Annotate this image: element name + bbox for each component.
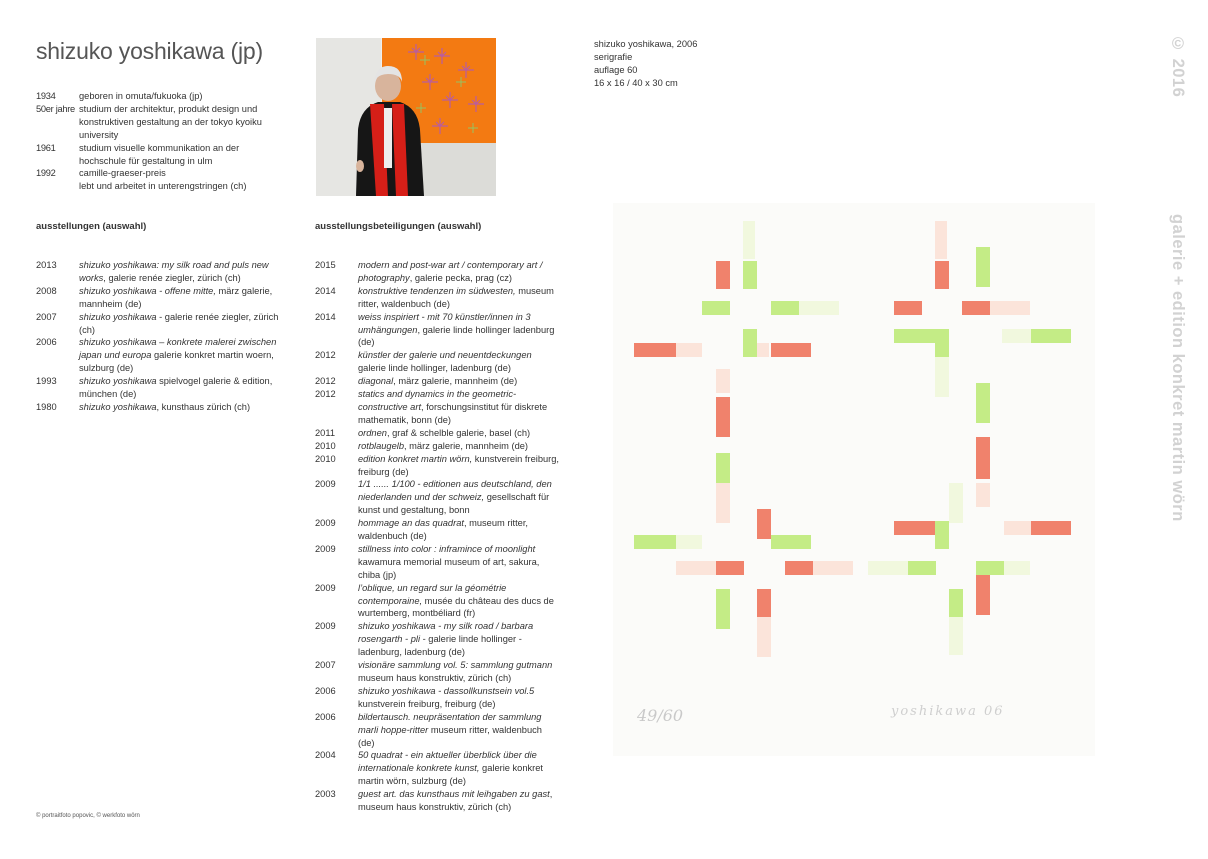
solo-exhibition-year: 2007 xyxy=(36,311,57,322)
group-exhibition-year: 2003 xyxy=(315,789,336,800)
group-exhibition-year: 2004 xyxy=(315,750,336,761)
copyright-vertical: © 2016 xyxy=(1169,35,1187,98)
artwork-bar xyxy=(702,301,730,315)
solo-exhibition-year: 1980 xyxy=(36,401,57,412)
artwork-serigraph xyxy=(613,203,1095,756)
artwork-bar xyxy=(976,437,990,479)
group-exhibition-entry xyxy=(315,478,561,517)
group-exhibition-entry xyxy=(315,440,561,453)
group-exhibition-entry xyxy=(315,685,561,711)
artwork-bar xyxy=(949,483,963,523)
solo-exhibition-text xyxy=(79,259,282,285)
solo-exhibition-year: 2006 xyxy=(36,337,57,348)
group-exhibition-venue: musée du château des ducs de wurtemberg, montbéliard (fr) xyxy=(358,595,554,619)
group-exhibition-title: künstler der galerie und neuentdeckungen xyxy=(358,350,532,361)
solo-exhibition-entry xyxy=(36,375,282,401)
group-exhibition-venue: , graf & schelble galerie, basel (ch) xyxy=(386,427,531,438)
group-exhibition-title: ordnen xyxy=(358,427,387,438)
artwork-caption-technique: serigrafie xyxy=(594,52,633,62)
group-exhibition-entry xyxy=(315,620,561,659)
artwork-bar xyxy=(1031,329,1071,343)
group-exhibition-title: bildertausch. neupräsentation der sammlung marli hoppe-ritter xyxy=(358,711,542,735)
artwork-bar xyxy=(935,521,949,549)
artwork-bar xyxy=(962,301,990,315)
artwork-image xyxy=(613,203,1095,756)
artwork-bar xyxy=(771,343,811,357)
group-exhibition-year: 2009 xyxy=(315,621,336,632)
group-exhibition-year: 2007 xyxy=(315,660,336,671)
group-exhibition-title: konstruktive tendenzen im südwesten, xyxy=(358,285,516,296)
group-exhibition-text xyxy=(358,620,561,659)
group-exhibition-entry xyxy=(315,259,561,285)
group-exhibition-text xyxy=(358,311,561,350)
solo-exhibition-venue: , galerie renée ziegler, zürich (ch) xyxy=(103,272,241,283)
group-exhibition-title: edition konkret martin wörn, xyxy=(358,453,473,464)
group-exhibition-venue: , museum ritter, waldenbuch (de) xyxy=(358,518,529,542)
solo-exhibition-year: 1993 xyxy=(36,376,57,387)
group-exhibition-text xyxy=(358,685,561,711)
solo-exhibition-venue: - galerie renée ziegler, zürich (ch) xyxy=(79,311,279,335)
group-exhibition-entry xyxy=(315,427,561,440)
solo-exhibition-title: shizuko yoshikawa xyxy=(79,311,157,322)
artwork-bar xyxy=(716,561,744,575)
bio-year: 1934 xyxy=(36,91,56,101)
group-exhibition-text xyxy=(358,478,561,517)
artwork-bar xyxy=(676,343,702,357)
group-exhibition-year: 2012 xyxy=(315,376,336,387)
artwork-bar xyxy=(894,301,922,315)
bio-entry xyxy=(36,180,286,193)
group-exhibition-year: 2010 xyxy=(315,453,336,464)
group-exhibition-year: 2006 xyxy=(315,711,336,722)
artwork-bar xyxy=(716,397,730,437)
bio-text: geboren in omuta/fukuoka (jp) xyxy=(79,91,203,101)
solo-exhibition-venue: märz galerie, mannheim (de) xyxy=(79,285,273,309)
artwork-bar xyxy=(716,453,730,485)
group-exhibition-year: 2012 xyxy=(315,389,336,400)
group-exhibition-title: shizuko yoshikawa - my silk road / barbara rosengarth - pli xyxy=(358,621,534,645)
group-exhibition-text xyxy=(358,749,561,788)
group-exhibition-entry xyxy=(315,349,561,375)
group-exhibitions-list xyxy=(315,259,561,814)
group-exhibition-title: 50 quadrat - ein aktueller überblick über die internationale konkrete kunst, xyxy=(358,750,537,774)
artwork-bar xyxy=(949,617,963,655)
group-exhibition-text xyxy=(358,388,561,427)
group-exhibition-year: 2010 xyxy=(315,440,336,451)
artwork-bar xyxy=(743,329,757,357)
group-exhibition-entry xyxy=(315,453,561,479)
group-exhibitions-heading: ausstellungsbeteiligungen (auswahl) xyxy=(315,221,482,232)
group-exhibition-venue: kunstverein freiburg, freiburg (de) xyxy=(358,453,560,477)
artwork-bar xyxy=(743,221,755,259)
bio-year xyxy=(36,180,79,193)
bio-text: camille-graeser-preis xyxy=(79,168,166,179)
group-exhibition-entry xyxy=(315,517,561,543)
biography xyxy=(36,90,286,193)
artwork-bar xyxy=(716,369,730,393)
page-title: shizuko yoshikawa (jp) xyxy=(36,38,263,64)
artwork-bar xyxy=(757,617,771,657)
group-exhibition-venue: museum haus konstruktiv, zürich (ch) xyxy=(358,673,512,683)
group-exhibition-title: hommage an das quadrat xyxy=(358,518,464,529)
solo-exhibition-entry xyxy=(36,285,282,311)
group-exhibition-text xyxy=(358,582,561,621)
artwork-bar xyxy=(676,561,716,575)
artwork-caption-size: 16 x 16 / 40 x 30 cm xyxy=(594,78,678,88)
artwork-bar xyxy=(757,343,769,357)
group-exhibition-text xyxy=(358,427,561,440)
group-exhibition-title: visionäre sammlung vol. 5: sammlung gutmann xyxy=(358,660,553,671)
group-exhibition-entry xyxy=(315,543,561,582)
group-exhibition-year: 2014 xyxy=(315,285,336,296)
group-exhibition-venue: museum ritter, waldenbuch (de) xyxy=(358,285,554,309)
solo-exhibitions-list xyxy=(36,259,282,414)
artwork-bar xyxy=(634,535,676,549)
bio-year: 50er jahre xyxy=(36,103,75,114)
artwork-bar xyxy=(1004,521,1032,535)
artwork-bar xyxy=(771,535,811,549)
solo-exhibition-text xyxy=(79,375,282,401)
solo-exhibition-title: shizuko yoshikawa – konkrete malerei zwischen japan und europa xyxy=(79,337,277,361)
group-exhibition-year: 2012 xyxy=(315,350,336,361)
group-exhibition-venue: galerie linde hollinger, ladenburg (de) xyxy=(358,363,511,374)
solo-exhibition-title: shizuko yoshikawa xyxy=(79,376,157,387)
solo-exhibition-title: shizuko yoshikawa: my silk road and puls new works xyxy=(79,260,269,283)
artwork-bar xyxy=(676,535,702,549)
photo-credit: © portraitfoto popovic, © werkfoto wörn xyxy=(36,813,140,819)
group-exhibition-text xyxy=(358,659,561,685)
artwork-bar xyxy=(894,521,936,535)
artwork-bar xyxy=(935,261,949,289)
bio-entry xyxy=(36,167,286,180)
artwork-bar xyxy=(949,589,963,617)
bio-text: lebt und arbeitet in unterengstringen (ch) xyxy=(79,181,247,192)
artwork-bar xyxy=(634,343,676,357)
solo-exhibition-title: shizuko yoshikawa xyxy=(79,401,157,412)
artwork-bar xyxy=(757,509,771,539)
group-exhibition-title: rotblaugelb xyxy=(358,440,405,451)
group-exhibition-year: 2009 xyxy=(315,582,336,593)
group-exhibition-year: 2006 xyxy=(315,685,336,696)
group-exhibition-year: 2009 xyxy=(315,479,336,490)
group-exhibition-text xyxy=(358,711,561,750)
group-exhibition-venue: , galerie pecka, prag (cz) xyxy=(409,272,513,283)
artwork-bar xyxy=(757,589,771,617)
group-exhibition-title: weiss inspiriert - mit 70 künstler/innen in 3 umhängungen xyxy=(358,311,531,335)
artwork-bar xyxy=(894,329,936,343)
bio-entry xyxy=(36,103,286,142)
group-exhibition-title: shizuko yoshikawa - dassollkunstsein vol.5 xyxy=(358,685,535,696)
group-exhibition-title: diagonal xyxy=(358,376,394,387)
group-exhibition-text xyxy=(358,543,561,582)
artwork-bar xyxy=(976,247,990,287)
artwork-bar xyxy=(716,589,730,629)
group-exhibition-venue: , forschungsinstitut für diskrete mathematik, bonn (de) xyxy=(358,401,548,425)
group-exhibition-entry xyxy=(315,711,561,750)
bio-entry xyxy=(36,142,286,168)
edition-number: 49/60 xyxy=(637,706,684,725)
solo-exhibition-entry xyxy=(36,259,282,285)
bio-year: 1961 xyxy=(36,142,56,153)
group-exhibition-entry xyxy=(315,749,561,788)
group-exhibition-entry xyxy=(315,375,561,388)
group-exhibition-entry xyxy=(315,388,561,427)
solo-exhibition-text xyxy=(79,401,282,414)
artwork-bar xyxy=(935,357,949,397)
gallery-name-vertical: galerie + edition konkret martin wörn xyxy=(1169,214,1187,522)
solo-exhibition-year: 2013 xyxy=(36,260,57,270)
bio-entry xyxy=(36,90,286,103)
group-exhibition-text xyxy=(358,375,561,388)
solo-exhibitions-heading: ausstellungen (auswahl) xyxy=(36,221,147,232)
artwork-bar xyxy=(785,561,813,575)
group-exhibition-venue: gesellschaft für kunst und gestaltung, bonn xyxy=(358,492,550,516)
group-exhibition-venue: galerie konkret martin wörn, sulzburg (de) xyxy=(358,763,544,787)
artwork-caption-artist: shizuko yoshikawa, 2006 xyxy=(594,39,698,49)
group-exhibition-year: 2011 xyxy=(315,427,335,438)
group-exhibition-text xyxy=(358,517,561,543)
group-exhibition-text xyxy=(358,285,561,311)
group-exhibition-title: l’oblique, un regard sur la géométrie contemporaine, xyxy=(358,582,507,606)
solo-exhibition-entry xyxy=(36,311,282,337)
artwork-bar xyxy=(976,383,990,423)
solo-exhibition-year: 2008 xyxy=(36,285,57,296)
artwork-bar xyxy=(908,561,936,575)
artwork-bar xyxy=(935,329,949,357)
solo-exhibition-text xyxy=(79,311,282,337)
group-exhibition-venue: kunstverein freiburg, freiburg (de) xyxy=(358,698,496,709)
solo-exhibition-venue: , kunsthaus zürich (ch) xyxy=(156,401,251,412)
artwork-bar xyxy=(716,483,730,523)
group-exhibition-venue: , galerie linde hollinger ladenburg (de) xyxy=(358,324,555,348)
artwork-bar xyxy=(976,483,990,507)
group-exhibition-year: 2015 xyxy=(315,260,336,270)
group-exhibition-title: statics and dynamics in the geometric-constructive art xyxy=(358,389,517,412)
group-exhibition-title: stillness into color : inframince of moonlight xyxy=(358,543,536,554)
artwork-bar xyxy=(1031,521,1071,535)
artwork-bar xyxy=(799,301,839,315)
artwork-bar xyxy=(990,301,1030,315)
group-exhibition-entry xyxy=(315,788,561,814)
artwork-bar xyxy=(813,561,853,575)
solo-exhibition-entry xyxy=(36,336,282,375)
group-exhibition-text xyxy=(358,259,561,285)
portrait-illustration xyxy=(316,38,496,196)
group-exhibition-title: 1/1 ...... 1/100 - editionen aus deutschland, den niederlanden und der schweiz, xyxy=(358,479,552,503)
artwork-bar xyxy=(868,561,908,575)
group-exhibition-year: 2009 xyxy=(315,543,336,554)
group-exhibition-entry xyxy=(315,285,561,311)
group-exhibition-year: 2014 xyxy=(315,311,336,322)
artist-portrait-photo xyxy=(316,38,496,196)
artwork-caption xyxy=(594,38,697,90)
group-exhibition-year: 2009 xyxy=(315,518,336,529)
solo-exhibition-venue: spielvogel galerie & edition, münchen (de) xyxy=(79,376,273,400)
group-exhibition-venue: museum ritter, waldenbuch (de) xyxy=(358,724,542,748)
artwork-bar xyxy=(976,561,1004,575)
group-exhibition-entry xyxy=(315,659,561,685)
group-exhibition-venue: kawamura memorial museum of art, sakura, chiba (jp) xyxy=(358,556,540,580)
solo-exhibition-text xyxy=(79,336,282,375)
group-exhibition-text xyxy=(358,440,561,453)
artwork-bar xyxy=(716,261,730,289)
bio-text: studium visuelle kommunikation an der hochschule für gestaltung in ulm xyxy=(79,142,240,166)
artwork-bar xyxy=(743,261,757,289)
artwork-bar xyxy=(1002,329,1032,343)
solo-exhibition-venue: galerie konkret martin woern, sulzburg (de) xyxy=(79,350,274,374)
group-exhibition-text xyxy=(358,349,561,375)
bio-text: studium der architektur, produkt design und konstruktiven gestaltung an der tokyo kyoiku university xyxy=(79,103,262,140)
bio-year: 1992 xyxy=(36,168,56,179)
artwork-bar xyxy=(1004,561,1030,575)
group-exhibition-title: guest art. das kunsthaus mit leihgaben zu gast xyxy=(358,789,550,800)
artwork-bars xyxy=(634,221,1071,657)
artwork-bar xyxy=(935,221,947,259)
group-exhibition-entry xyxy=(315,311,561,350)
artwork-bar xyxy=(771,301,799,315)
group-exhibition-title: modern and post-war art / contemporary art / photography xyxy=(358,260,543,283)
solo-exhibition-text xyxy=(79,285,282,311)
group-exhibition-text xyxy=(358,453,561,479)
group-exhibition-entry xyxy=(315,582,561,621)
group-exhibition-venue: , märz galerie, mannheim (de) xyxy=(404,440,529,451)
artwork-caption-edition: auflage 60 xyxy=(594,65,638,75)
solo-exhibition-title: shizuko yoshikawa - offene mitte, xyxy=(79,285,216,296)
solo-exhibition-entry xyxy=(36,401,282,414)
artist-signature: yoshikawa 06 xyxy=(891,704,1005,719)
group-exhibition-venue: , museum haus konstruktiv, zürich (ch) xyxy=(358,789,553,813)
group-exhibition-venue: - galerie linde hollinger - ladenburg, ladenburg (de) xyxy=(358,634,522,658)
group-exhibition-venue: , märz galerie, mannheim (de) xyxy=(393,376,518,387)
artwork-bar xyxy=(976,575,990,615)
group-exhibition-text xyxy=(358,788,561,814)
